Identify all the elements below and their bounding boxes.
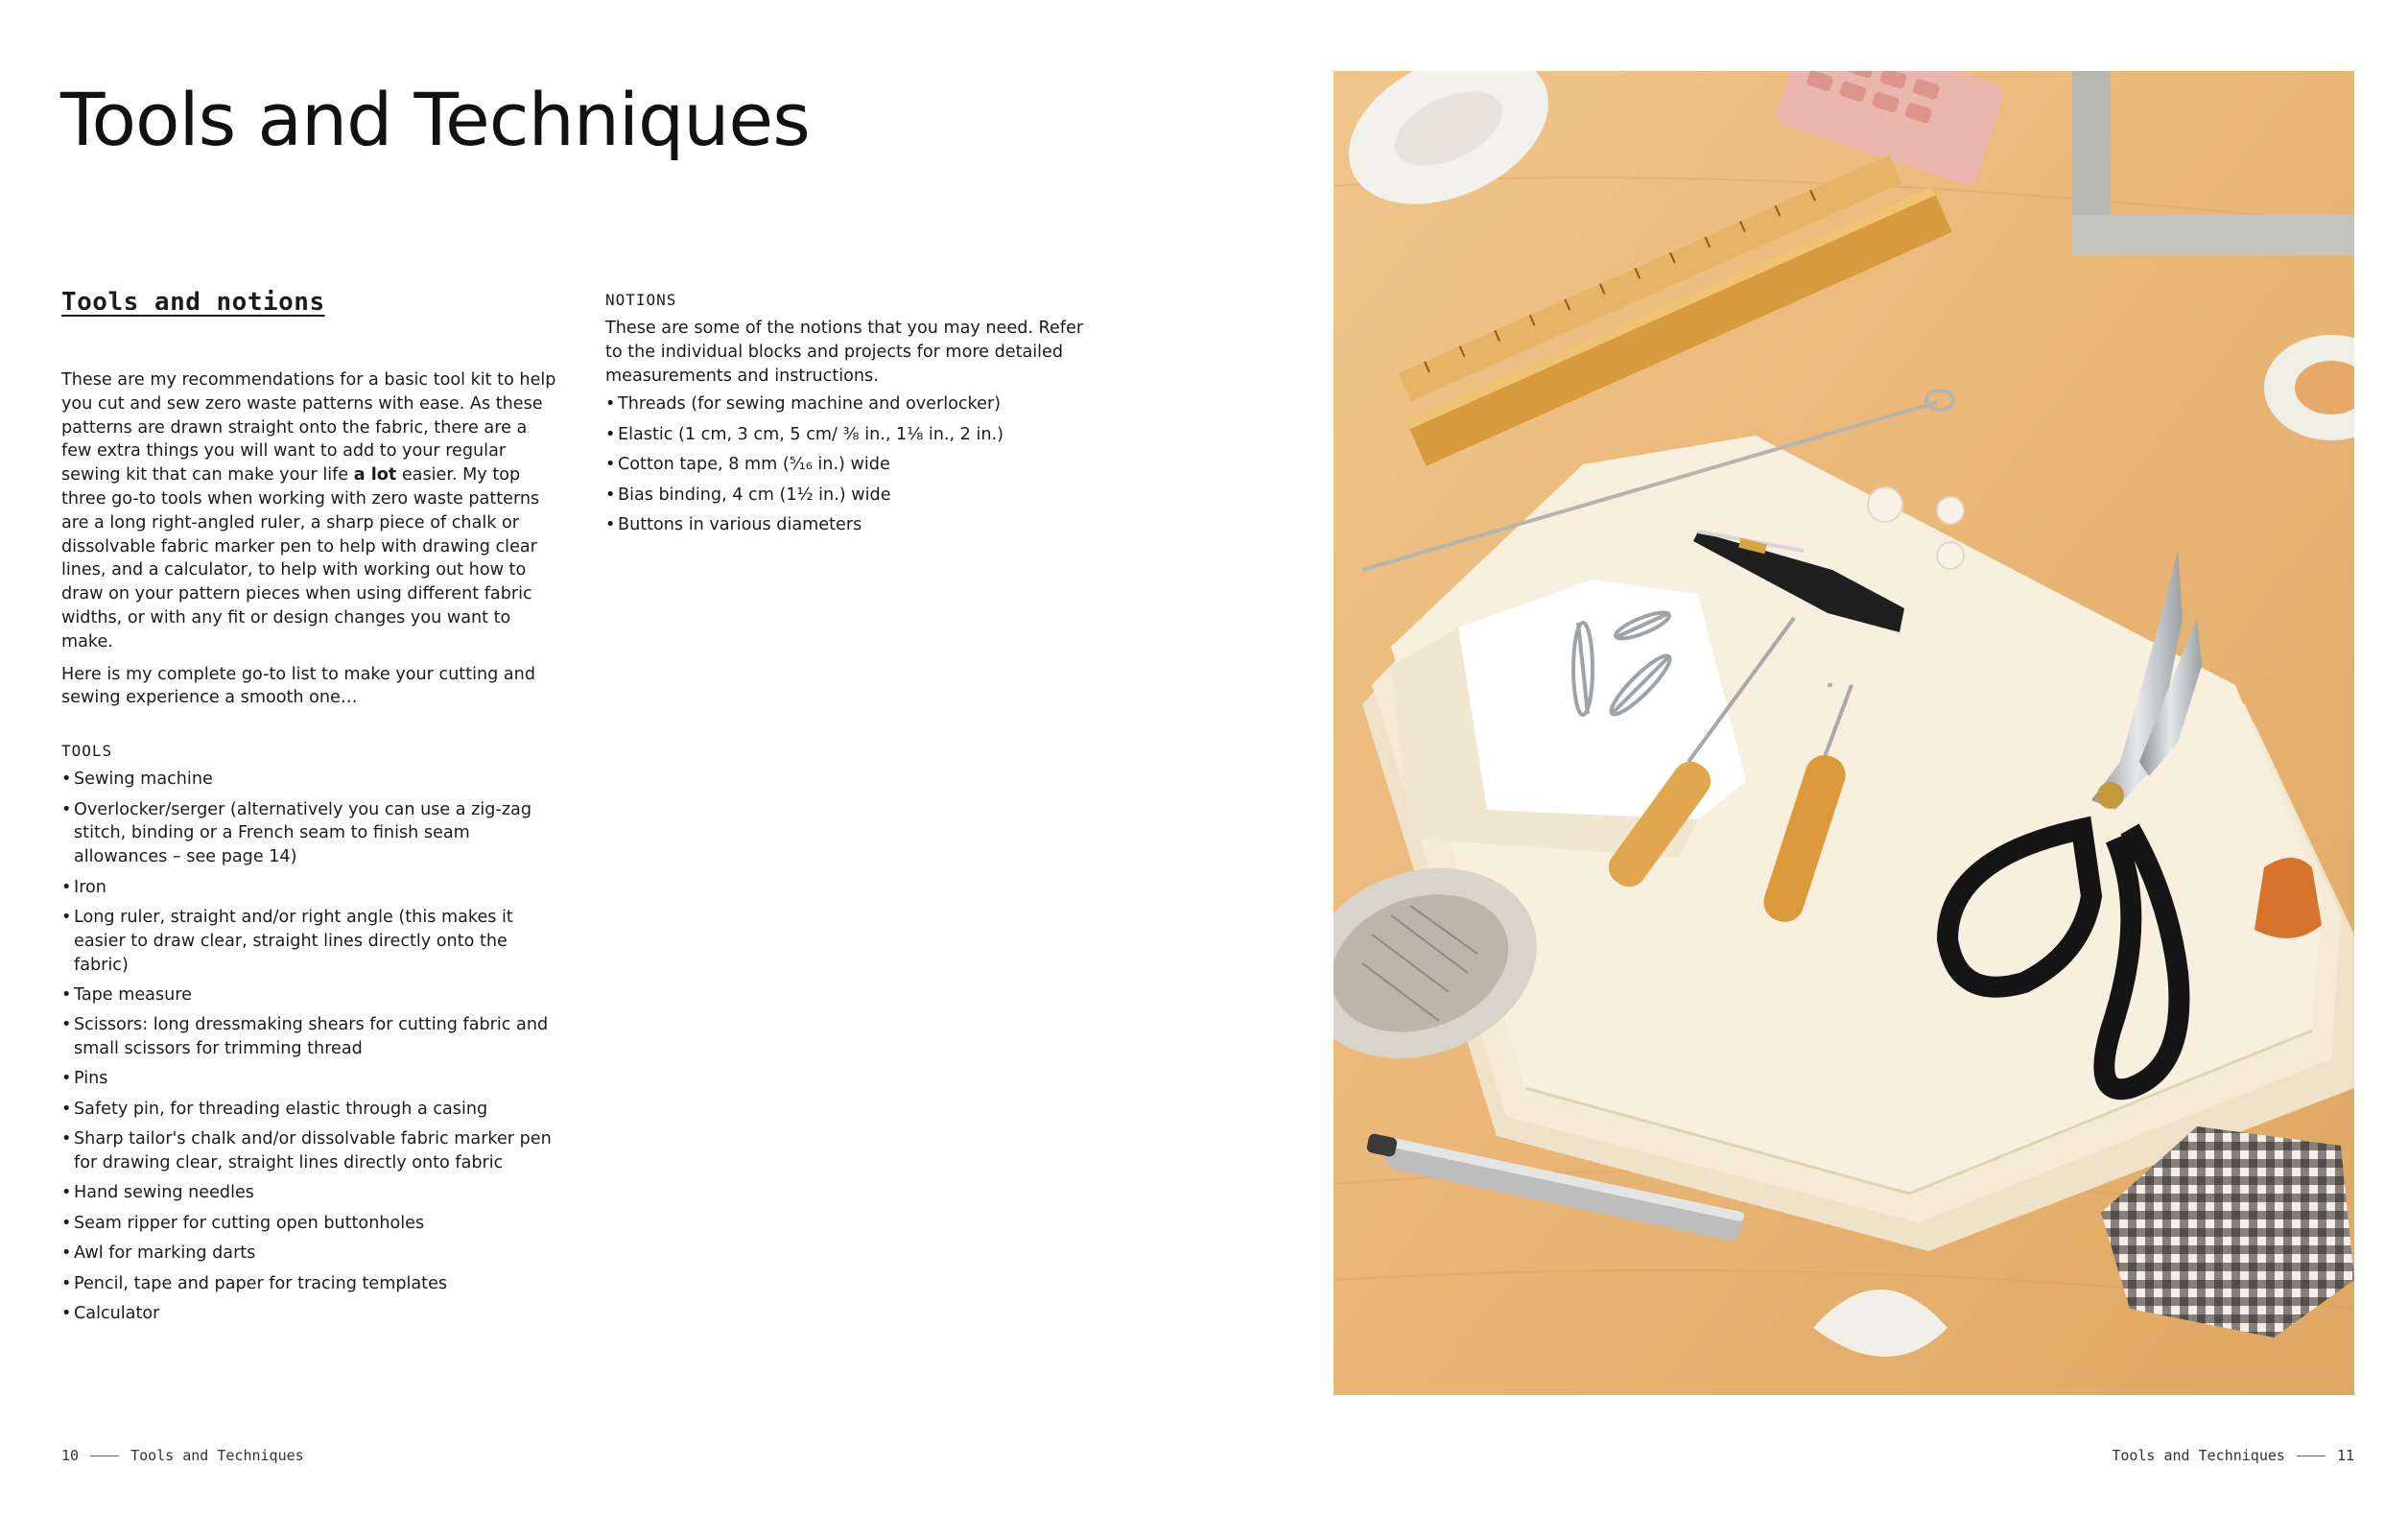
running-head-right: Tools and Techniques [2112, 1447, 2285, 1464]
intro-bold: a lot [353, 465, 397, 485]
list-item: • Sewing machine [61, 768, 560, 792]
list-item: • Cotton tape, 8 mm (⁵⁄₁₆ in.) wide [605, 453, 1085, 477]
thimble-icon [2255, 858, 2322, 938]
notions-column [605, 291, 1085, 543]
notions-intro: These are some of the notions that you may need. Refer to the individual blocks and projects for more detailed measurements and instructions. [605, 319, 1084, 386]
list-item: • Bias binding, 4 cm (1½ in.) wide [605, 484, 1085, 508]
list-item: • Awl for marking darts [61, 1242, 560, 1266]
list-item: • Scissors: long dressmaking shears for cutting fabric and small scissors for trimming thread [61, 1013, 560, 1061]
list-item: • Safety pin, for threading elastic through a casing [61, 1098, 560, 1122]
list-item: • Seam ripper for cutting open buttonholes [61, 1212, 560, 1236]
page-title: Tools and Techniques [60, 77, 810, 162]
list-item: • Iron [61, 876, 560, 900]
intro-text-a: These are my recommendations for a basic tool kit to help you cut and sew zero waste patterns with ease. As these patterns are drawn straight onto the fabric, there are a few extra things you will want to add to your regular sewing kit that can make your life [61, 370, 556, 485]
list-item: • Buttons in various diameters [605, 513, 1085, 537]
list-item: • Calculator [61, 1302, 560, 1326]
running-head-left: Tools and Techniques [130, 1447, 304, 1464]
notions-list [605, 392, 1085, 536]
intro-paragraph-2: Here is my complete go-to list to make your cutting and sewing experience a smooth one… [61, 664, 535, 708]
footer-left [61, 1447, 304, 1464]
page-number-right: 11 [2336, 1447, 2354, 1464]
list-item: • Pencil, tape and paper for tracing templates [61, 1272, 560, 1296]
tools-list [61, 768, 560, 1326]
list-item: • Long ruler, straight and/or right angle (this makes it easier to draw clear, straight lines directly onto the fabric) [61, 906, 560, 977]
section-heading: Tools and notions [61, 288, 325, 317]
list-item: • Overlocker/serger (alternatively you can use a zig-zag stitch, binding or a French seam to finish seam allowances – see page 14) [61, 798, 560, 869]
list-item: • Pins [61, 1067, 560, 1091]
list-item: • Elastic (1 cm, 3 cm, 5 cm/ ⅜ in., 1⅛ in., 2 in.) [605, 423, 1085, 447]
page-number-left: 10 [61, 1447, 80, 1464]
tools-photo [1334, 71, 2354, 1395]
footer-right [2112, 1447, 2354, 1464]
left-column [61, 368, 560, 1332]
tools-label: TOOLS [61, 742, 113, 761]
intro-text-b: easier. My top three go-to tools when working with zero waste patterns are a long right-angled ruler, a sharp piece of chalk or dissolvable fabric marker pen to help with drawing clear lines, and a calculator, to help with working out how to draw on your pattern pieces when using different fabric widths, or with any fit or design changes you want to make. [61, 465, 540, 651]
list-item: • Sharp tailor's chalk and/or dissolvable fabric marker pen for drawing clear, straight lines directly onto fabric [61, 1127, 560, 1175]
notions-label: NOTIONS [605, 291, 677, 309]
list-item: • Threads (for sewing machine and overlocker) [605, 392, 1085, 416]
list-item: • Hand sewing needles [61, 1181, 560, 1205]
list-item: • Tape measure [61, 983, 560, 1007]
intro-paragraph [61, 368, 560, 654]
